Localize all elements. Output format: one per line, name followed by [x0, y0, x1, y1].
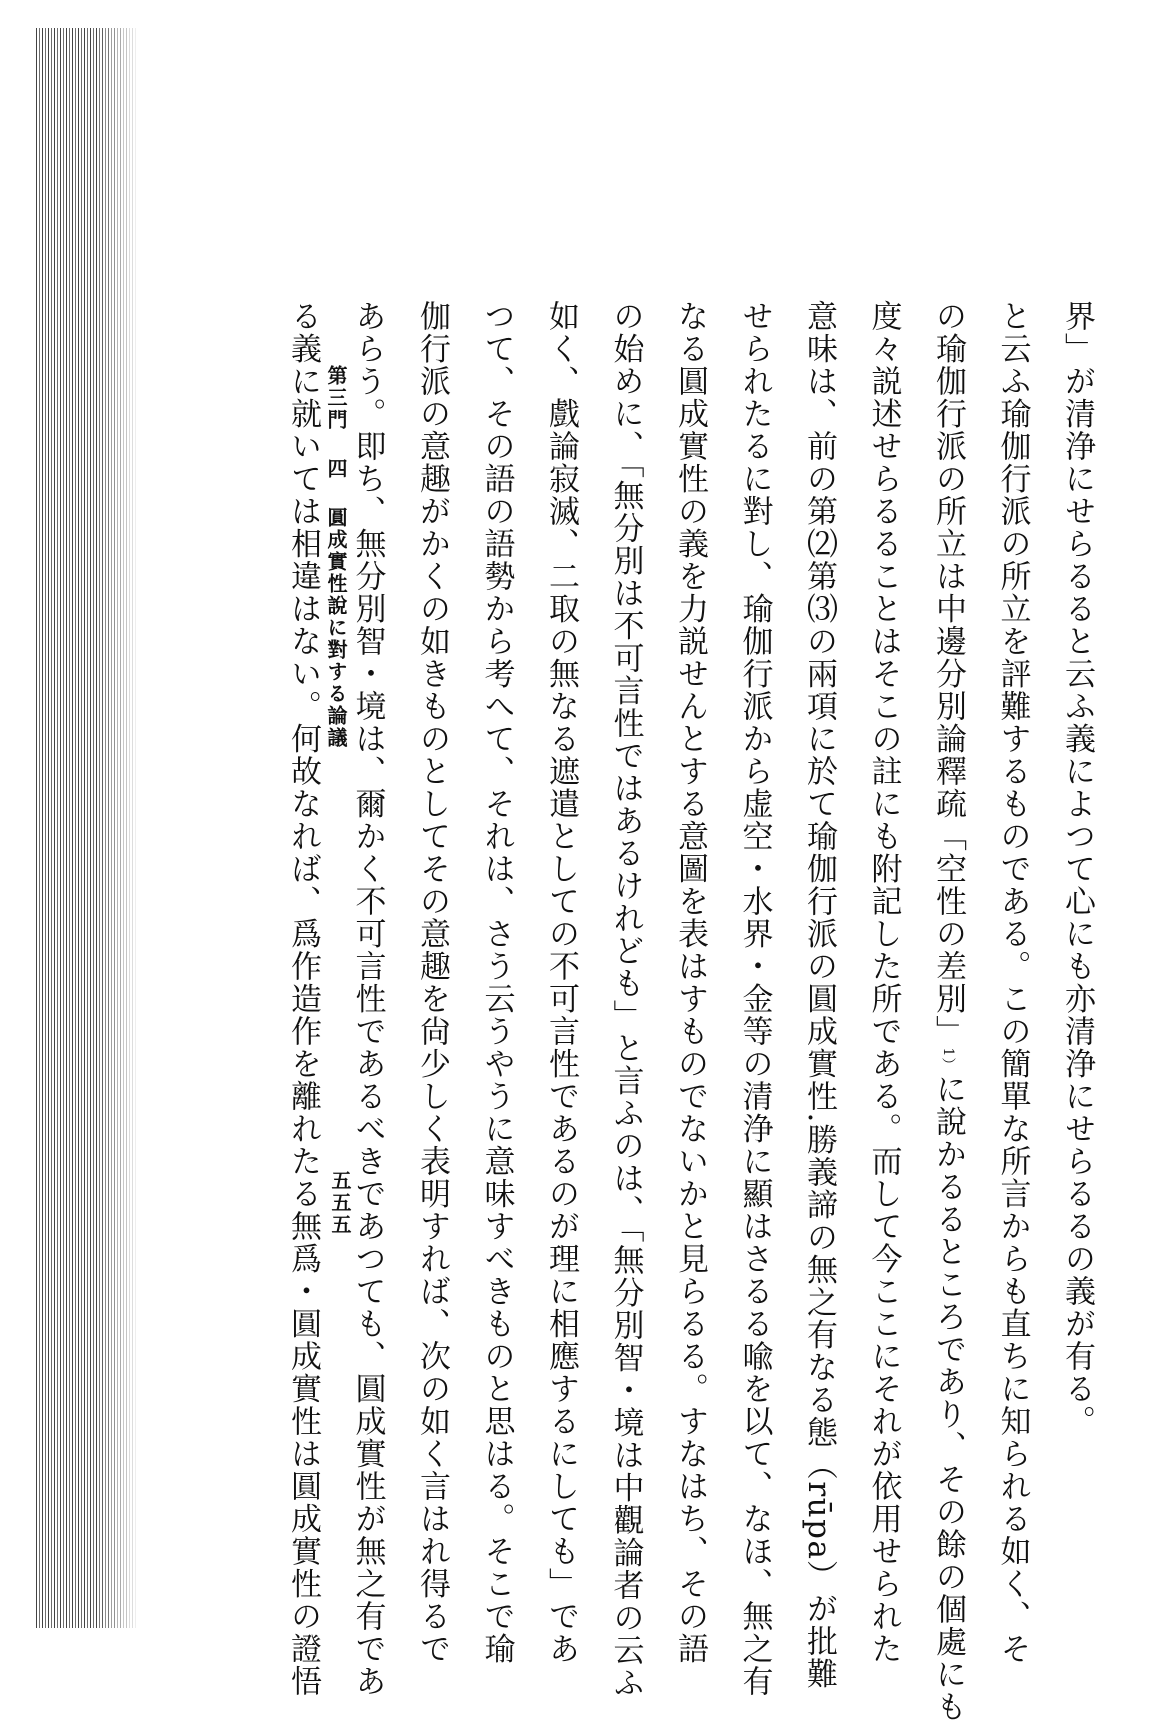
- text-line: る義に就いては相違はない。何故なれば、爲作造作を離れたる無爲・圓成實性は圓成實性の證悟: [285, 300, 321, 1698]
- text-line: せられたるに對し、瑜伽行派から虚空・水界・金等の清浄に顯はさるる喩を以て、なほ、無之有: [736, 300, 773, 1698]
- text-line: 伽行派の意趣がかくの如きものとしてその意趣を尙少しく表明すれば、次の如く言はれ得るで: [414, 300, 450, 1665]
- text-line: 如く、戲論寂滅、二取の無なる遮遣としての不可言性であるのが理に相應するにしても」であ: [543, 300, 579, 1665]
- page-number: 五五五: [328, 1170, 352, 1236]
- text-line: 意味は、前の第⑵第⑶の兩項に於て瑜伽行派の圓成實性.勝義諦の無之有なる態（rūpa）が批難: [801, 300, 837, 1691]
- body-text: [271, 300, 1110, 1723]
- text-line: つて、その語の語勢から考へて、それは、さう云うやうに意味すべきものと思はる。そこで瑜: [478, 300, 515, 1665]
- text-line: 度々説述せらるることはそこの註にも附記した所である。而して今ここにそれが依用せられた: [865, 300, 902, 1665]
- running-head-title: 圓成實性說に對する論議: [324, 506, 348, 749]
- text-line: 界」が清浄にせらるると云ふ義によつて心にも亦清浄にせらるるの義が有る。: [1059, 300, 1095, 1438]
- text-line: [916, 300, 981, 1723]
- text-line: なる圓成實性の義を力説せんとする意圖を表はすものでないかと見らるる。すなはち、その語: [672, 300, 708, 1665]
- text-line: あらう。即ち、無分別智・境は、爾かく不可言性であるべきであつても、圓成實性が無之有であ: [349, 300, 386, 1698]
- text-line: の始めに、「無分別は不可言性ではあるけれども」と言ふのは、「無分別智・境は中觀論者の云ふ: [607, 300, 644, 1699]
- text-line: と云ふ瑜伽行派の所立を評難するものである。この簡單な所言からも直ちに知られる如く、そ: [994, 300, 1031, 1665]
- text-line-head: の瑜伽行派の所立は中邊分別論釋疏「空性の差別」: [930, 300, 966, 1048]
- book-binding-edge: [36, 28, 136, 1628]
- text-line-tail: に說かるるところであり、その餘の個處にも: [930, 1073, 966, 1723]
- footnote-marker: 1）: [940, 1047, 956, 1074]
- running-head-section: 第三門: [324, 365, 348, 431]
- running-head-number: 四: [324, 457, 348, 480]
- running-head: [322, 365, 351, 767]
